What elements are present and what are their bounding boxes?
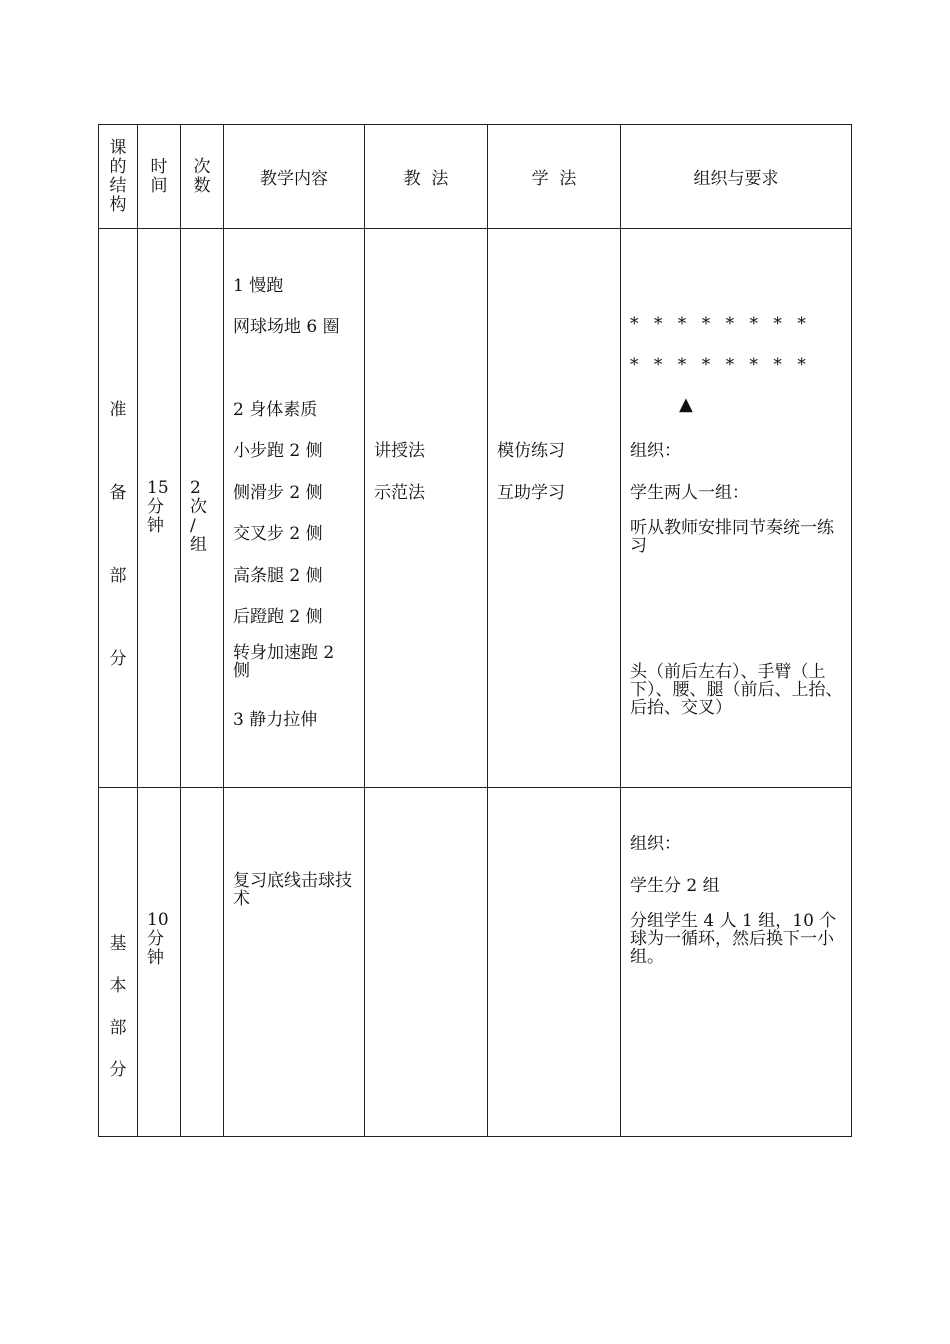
header-structure bbox=[99, 125, 138, 229]
basic-learning-cell bbox=[488, 788, 621, 1137]
header-structure-char: 构 bbox=[109, 194, 127, 215]
prep-content-cell bbox=[224, 229, 365, 788]
header-organization: 组织与要求 bbox=[621, 125, 852, 229]
prep-teaching-item: 示范法 bbox=[374, 483, 425, 503]
prep-content-item: 1 慢跑 bbox=[233, 276, 284, 296]
header-time-char: 间 bbox=[150, 175, 168, 196]
prep-content-item: 转身加速跑 2 侧 bbox=[233, 643, 335, 681]
org-detail: 分组学生 4 人 1 组，10 个球为一循环，然后换下一小组。 bbox=[630, 911, 837, 967]
prep-section-char: 部 bbox=[109, 566, 127, 586]
header-structure-char: 课 bbox=[109, 137, 127, 158]
basic-time-text: 分 bbox=[147, 929, 164, 949]
prep-section-char: 准 bbox=[109, 400, 127, 420]
prep-count-text: 次 bbox=[190, 497, 207, 517]
header-content: 教学内容 bbox=[224, 125, 365, 229]
prep-section-char: 备 bbox=[109, 483, 127, 503]
prep-teaching-item: 讲授法 bbox=[374, 441, 425, 461]
prep-learning-item: 互助学习 bbox=[497, 483, 565, 503]
prep-time-cell bbox=[138, 229, 181, 788]
header-time bbox=[138, 125, 181, 229]
basic-row bbox=[99, 788, 852, 1137]
org-stretch: 头（前后左右）、手臂（上下）、腰、腿（前后、上抬、后抬、交叉） bbox=[630, 662, 843, 718]
prep-count-cell bbox=[181, 229, 224, 788]
teacher-triangle-icon: ▲ bbox=[679, 394, 693, 415]
basic-count-cell bbox=[181, 788, 224, 1137]
prep-content-item: 2 身体素质 bbox=[233, 400, 318, 420]
prep-time-text: 15 bbox=[147, 478, 169, 498]
prep-content-item: 后蹬跑 2 侧 bbox=[233, 607, 323, 627]
basic-content-cell bbox=[224, 788, 365, 1137]
header-count-char: 数 bbox=[193, 175, 211, 196]
prep-organization-cell bbox=[621, 229, 852, 788]
basic-section-cell bbox=[99, 788, 138, 1137]
org-listen: 听从教师安排同节奏统一练习 bbox=[630, 518, 834, 556]
header-row bbox=[99, 125, 852, 229]
student-formation-row: * * * * * * * * bbox=[630, 355, 811, 375]
org-label: 组织： bbox=[630, 441, 681, 461]
header-learning-method: 学 法 bbox=[488, 125, 621, 229]
prep-count-text: 组 bbox=[190, 535, 207, 555]
header-time-char: 时 bbox=[150, 156, 168, 177]
basic-section-char: 本 bbox=[109, 976, 127, 996]
basic-organization-cell bbox=[621, 788, 852, 1137]
basic-time-text: 10 bbox=[147, 910, 169, 930]
header-count bbox=[181, 125, 224, 229]
prep-learning-cell bbox=[488, 229, 621, 788]
basic-section-char: 分 bbox=[109, 1060, 127, 1080]
org-group: 学生两人一组： bbox=[630, 483, 749, 503]
prep-content-item: 网球场地 6 圈 bbox=[233, 317, 340, 337]
prep-row bbox=[99, 229, 852, 788]
header-structure-char: 的 bbox=[109, 156, 127, 177]
prep-section-char: 分 bbox=[109, 649, 127, 669]
basic-time-text: 钟 bbox=[147, 948, 164, 968]
header-structure-char: 结 bbox=[109, 175, 127, 196]
basic-section-char: 基 bbox=[109, 934, 127, 954]
prep-count-text: / bbox=[190, 516, 196, 536]
header-count-char: 次 bbox=[193, 156, 211, 177]
header-teaching-method: 教 法 bbox=[365, 125, 488, 229]
prep-time-text: 钟 bbox=[147, 516, 164, 536]
prep-content-item: 侧滑步 2 侧 bbox=[233, 483, 323, 503]
prep-content-item: 3 静力拉伸 bbox=[233, 710, 318, 730]
basic-content-item: 复习底线击球技术 bbox=[233, 871, 352, 909]
student-formation-row: * * * * * * * * bbox=[630, 314, 811, 334]
prep-content-item: 高条腿 2 侧 bbox=[233, 566, 323, 586]
prep-time-text: 分 bbox=[147, 497, 164, 517]
basic-time-cell bbox=[138, 788, 181, 1137]
org-groups: 学生分 2 组 bbox=[630, 876, 720, 896]
org-label: 组织： bbox=[630, 834, 681, 854]
prep-learning-item: 模仿练习 bbox=[497, 441, 565, 461]
prep-count-text: 2 bbox=[190, 478, 201, 498]
basic-section-char: 部 bbox=[109, 1018, 127, 1038]
prep-teaching-cell bbox=[365, 229, 488, 788]
prep-content-item: 小步跑 2 侧 bbox=[233, 441, 323, 461]
prep-content-item: 交叉步 2 侧 bbox=[233, 524, 323, 544]
prep-section-cell bbox=[99, 229, 138, 788]
lesson-plan-table bbox=[98, 124, 852, 1137]
basic-teaching-cell bbox=[365, 788, 488, 1137]
